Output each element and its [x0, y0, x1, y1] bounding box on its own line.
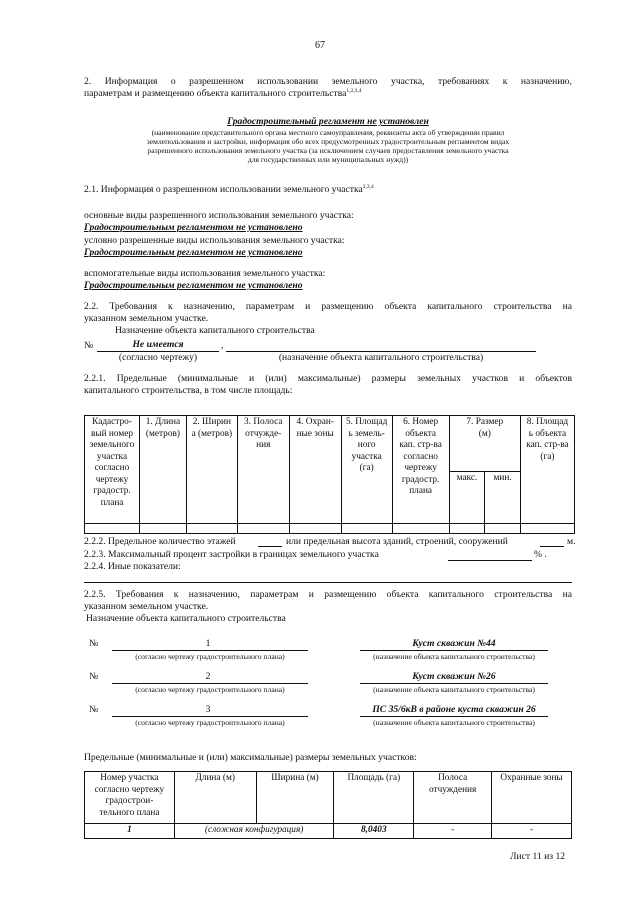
- section-2-2-5-line2: указанном земельном участке.: [84, 601, 209, 612]
- header-plot-area: 5. Площад ь земель- ного участка (га): [341, 416, 392, 524]
- number-sign: №: [89, 671, 99, 682]
- purpose-caption: (назначение объекта капитального строительства): [278, 352, 484, 363]
- header-length: Длина (м): [174, 772, 256, 824]
- table-cell: [392, 524, 449, 534]
- header-size-max: макс.: [449, 472, 485, 524]
- plan-number-value: Не имеется: [132, 339, 184, 350]
- main-uses-value: Градостроительным регламентом не установлено: [84, 222, 303, 233]
- number-sign: №: [84, 340, 94, 351]
- object-number-underline: [112, 716, 308, 717]
- object-name-caption: (назначение объекта капитального строительства): [373, 652, 535, 661]
- object-number: 3: [205, 704, 211, 715]
- section-2-line1: 2. Информация о разрешенном использовании земельного участка, требованиях к назначению,: [84, 76, 572, 87]
- header-exclusion-strip: 3. Полоса отчужде- ния: [237, 416, 289, 524]
- cell-plot-number: 1: [85, 824, 175, 839]
- object-name-underline: [360, 650, 548, 651]
- section-2-2-4: 2.2.4. Иные показатели:: [84, 561, 181, 572]
- other-indicators-line: [84, 582, 572, 583]
- header-object-number: 6. Номер объекта кап. стр-ва согласно чертежу градостр. плана: [392, 416, 449, 524]
- object-number-underline: [112, 683, 308, 684]
- header-object-area: 8. Площад ь объекта кап. стр-ва (га): [520, 416, 574, 524]
- floors-blank: [258, 546, 282, 547]
- object-number-caption: (согласно чертежу градостроительного плана): [135, 652, 285, 661]
- object-number-caption: (согласно чертежу градостроительного плана): [135, 685, 285, 694]
- table-cell: [140, 524, 187, 534]
- header-protection-zones: Охранные зоны: [492, 772, 572, 824]
- table-cell: [341, 524, 392, 534]
- object-name: Куст скважин №26: [412, 671, 496, 682]
- object-number: 2: [205, 671, 211, 682]
- header-area: Площадь (га): [334, 772, 414, 824]
- object-name-underline: [360, 683, 548, 684]
- table-cell: [485, 524, 521, 534]
- object-row: [0, 704, 640, 734]
- number-sign: №: [89, 638, 99, 649]
- object-name-underline: [360, 716, 548, 717]
- plan-caption: (согласно чертежу): [118, 352, 198, 363]
- section-2-2-2-unit: м.: [567, 536, 576, 547]
- percent-sign: % .: [534, 549, 547, 560]
- sheet-counter: Лист 11 из 12: [510, 851, 566, 862]
- limits-title: Предельные (минимальные и (или) максимальные) размеры земельных участков:: [84, 752, 417, 763]
- percent-blank: [448, 560, 532, 561]
- purpose-label: Назначение объекта капитального строительства: [115, 325, 315, 336]
- object-number-caption: (согласно чертежу градостроительного плана): [135, 718, 285, 727]
- number-sign: №: [89, 704, 99, 715]
- section-2-1: 2.1. Информация о разрешенном использовании земельного участка$^{2,3,4}$: [84, 184, 374, 195]
- object-number: 1: [205, 638, 211, 649]
- section-2-2-line1: 2.2. Требования к назначению, параметрам и размещению объекта капитального строительства на: [84, 301, 572, 312]
- object-name-caption: (назначение объекта капитального строительства): [373, 685, 535, 694]
- object-name: Куст скважин №44: [412, 638, 496, 649]
- cell-protection-zones: -: [492, 824, 572, 839]
- cell-configuration: (сложная конфигурация): [174, 824, 334, 839]
- page-number: 67: [315, 40, 325, 51]
- header-length: 1. Длина (метров): [140, 416, 187, 524]
- header-plot-number: Номер участка согласно чертежу градострои- тельного плана: [85, 772, 175, 824]
- header-width: Ширина (м): [256, 772, 334, 824]
- section-2-line2: параметрам и размещению объекта капитального строительства$^{1,2,3,4}$: [84, 88, 362, 99]
- height-blank: [540, 546, 564, 547]
- object-number-underline: [112, 650, 308, 651]
- regulation-title: Градостроительный регламент не установлен: [227, 116, 429, 127]
- comma: ,: [221, 340, 224, 351]
- table-cell: [520, 524, 574, 534]
- header-size: 7. Размер (м): [449, 416, 520, 472]
- header-size-min: мин.: [485, 472, 521, 524]
- regulation-note: (наименование представительного органа местного самоуправления, реквизиты акта об утверждении правил землепользования и застройки, информация обо всех предусмотренных градостроительным регламентом видах разрешенного использования земельного участка (за исключением случаев предоставления земельного участка для государственных или муниципальных нужд)): [146, 128, 510, 164]
- section-2-2-1-line1: 2.2.1. Предельные (минимальные и (или) максимальные) размеры земельных участков и объектов: [84, 373, 572, 384]
- object-row: [0, 671, 640, 701]
- main-uses-label: основные виды разрешенного использования земельного участка:: [84, 210, 354, 221]
- cell-area: 8,0403: [334, 824, 414, 839]
- cell-exclusion-strip: -: [414, 824, 492, 839]
- conditional-uses-value: Градостроительным регламентом не установлено: [84, 247, 303, 258]
- table-cell: [237, 524, 289, 534]
- section-2-2-5-line1: 2.2.5. Требования к назначению, параметрам и размещению объекта капитального строительства на: [84, 589, 572, 600]
- table-cell: [289, 524, 341, 534]
- object-name: ПС 35/6кВ в районе куста скважин 26: [372, 704, 536, 715]
- section-2-2-2-a: 2.2.2. Предельное количество этажей: [84, 536, 236, 547]
- section-2-2-2-b: или предельная высота зданий, строений, сооружений: [286, 536, 508, 547]
- header-width: 2. Ширин а (метров): [186, 416, 237, 524]
- conditional-uses-label: условно разрешенные виды использования земельного участка:: [84, 235, 345, 246]
- table-row: [85, 824, 572, 839]
- section-2-2-line2: указанном земельном участке.: [84, 313, 209, 324]
- purpose-label-2: Назначение объекта капитального строительства: [86, 613, 286, 624]
- plot-sizes-table: [84, 771, 572, 839]
- object-row: [0, 638, 640, 668]
- header-protection-zones: 4. Охран- ные зоны: [289, 416, 341, 524]
- object-name-caption: (назначение объекта капитального строительства): [373, 718, 535, 727]
- table-cell: [186, 524, 237, 534]
- dimensions-table: [84, 415, 575, 534]
- table-cell: [449, 524, 485, 534]
- header-exclusion-strip: Полоса отчуждения: [414, 772, 492, 824]
- header-cadastral-number: Кадастро- вый номер земельного участка согласно чертежу градостр. плана: [85, 416, 140, 524]
- table-cell: [85, 524, 140, 534]
- section-2-2-1-line2: капитального строительства, в том числе площадь:: [84, 385, 293, 396]
- auxiliary-uses-value: Градостроительным регламентом не установлено: [84, 280, 303, 291]
- section-2-2-3: 2.2.3. Максимальный процент застройки в границах земельного участка: [84, 549, 379, 560]
- auxiliary-uses-label: вспомогательные виды использования земельного участка:: [84, 268, 326, 279]
